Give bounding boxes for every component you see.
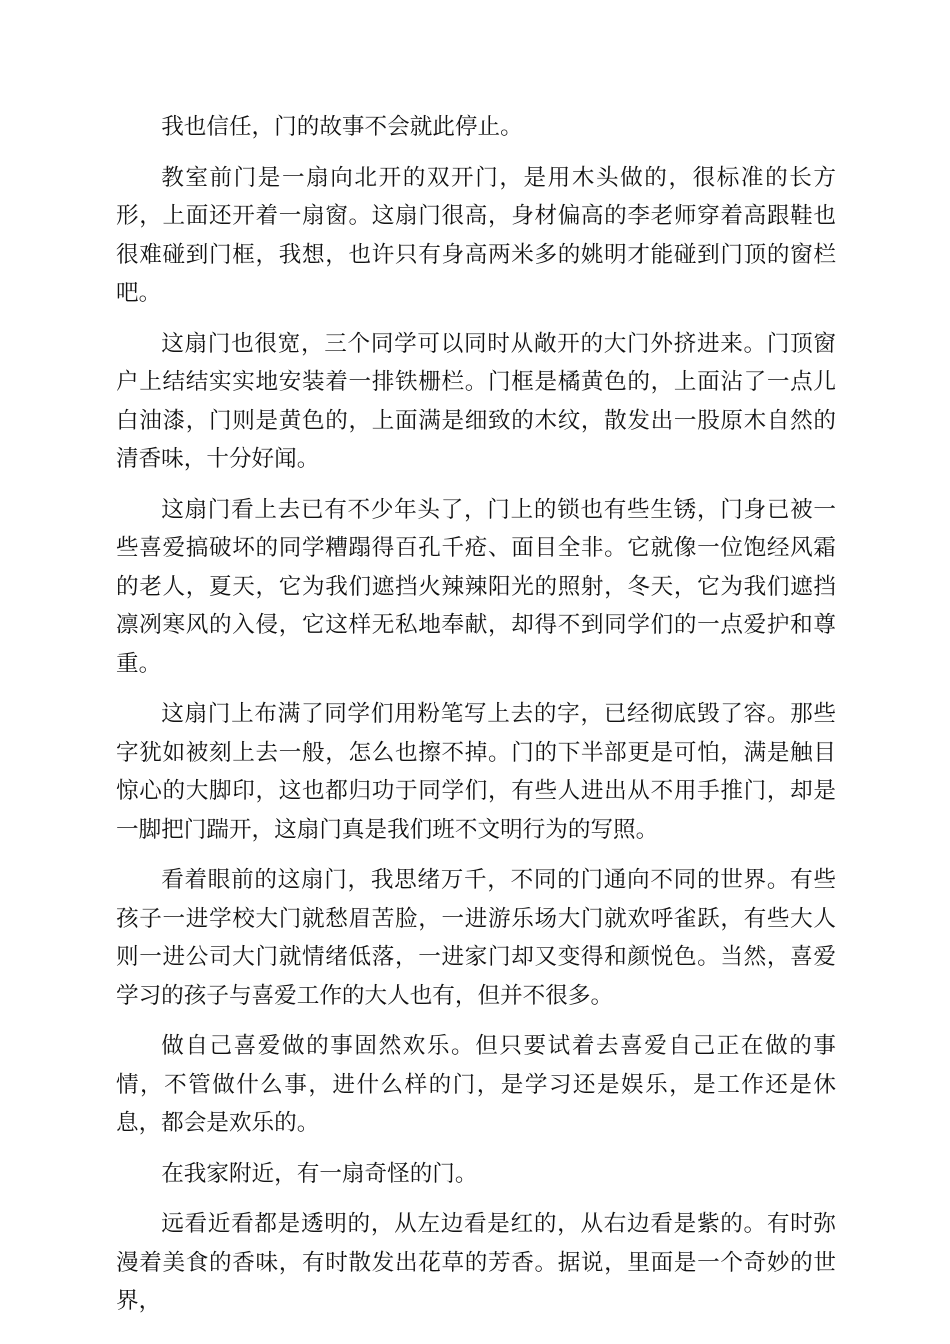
paragraph-6: 看着眼前的这扇门，我思绪万千，不同的门通向不同的世界。有些孩子一进学校大门就愁眉苦脸，一进游乐场大门就欢呼雀跃，有些大人则一进公司大门就情绪低落，一进家门却又变得和颜悦色。当然，喜爱学习的孩子与喜爱工作的大人也有，但并不很多。 [116,867,836,1009]
paragraph-5: 这扇门上布满了同学们用粉笔写上去的字，已经彻底毁了容。那些字犹如被刻上去一般，怎么也擦不掉。门的下半部更是可怕，满是触目惊心的大脚印，这也都归功于同学们，有些人进出从不用手推门，却是一脚把门踹开，这扇门真是我们班不文明行为的写照。 [116,701,836,843]
paragraph-8: 在我家附近，有一扇奇怪的门。 [161,1160,478,1187]
paragraph-4: 这扇门看上去已有不少年头了，门上的锁也有些生锈，门身已被一些喜爱搞破坏的同学糟蹋得百孔千疮、面目全非。它就像一位饱经风霜的老人，夏天，它为我们遮挡火辣辣阳光的照射，冬天，它为我们遮挡凛冽寒风的入侵，它这样无私地奉献，却得不到同学们的一点爱护和尊重。 [116,496,836,677]
paragraph-1: 我也信任，门的故事不会就此停止。 [161,114,523,140]
document-body [116,108,836,1321]
paragraph-3: 这扇门也很宽，三个同学可以同时从敞开的大门外挤进来。门顶窗户上结结实实地安装着一排铁栅栏。门框是橘黄色的，上面沾了一点儿白油漆，门则是黄色的，上面满是细致的木纹，散发出一股原木自然的清香味，十分好闻。 [116,330,836,472]
paragraph-7: 做自己喜爱做的事固然欢乐。但只要试着去喜爱自己正在做的事情，不管做什么事，进什么样的门，是学习还是娱乐，是工作还是休息，都会是欢乐的。 [116,1033,836,1136]
paragraph-9: 远看近看都是透明的，从左边看是红的，从右边看是紫的。有时弥漫着美食的香味，有时散发出花草的芳香。据说，里面是一个奇妙的世界， [116,1211,836,1314]
paragraph-2: 教室前门是一扇向北开的双开门，是用木头做的，很标准的长方形，上面还开着一扇窗。这扇门很高，身材偏高的李老师穿着高跟鞋也很难碰到门框，我想，也许只有身高两米多的姚明才能碰到门顶的窗栏吧。 [116,164,836,306]
